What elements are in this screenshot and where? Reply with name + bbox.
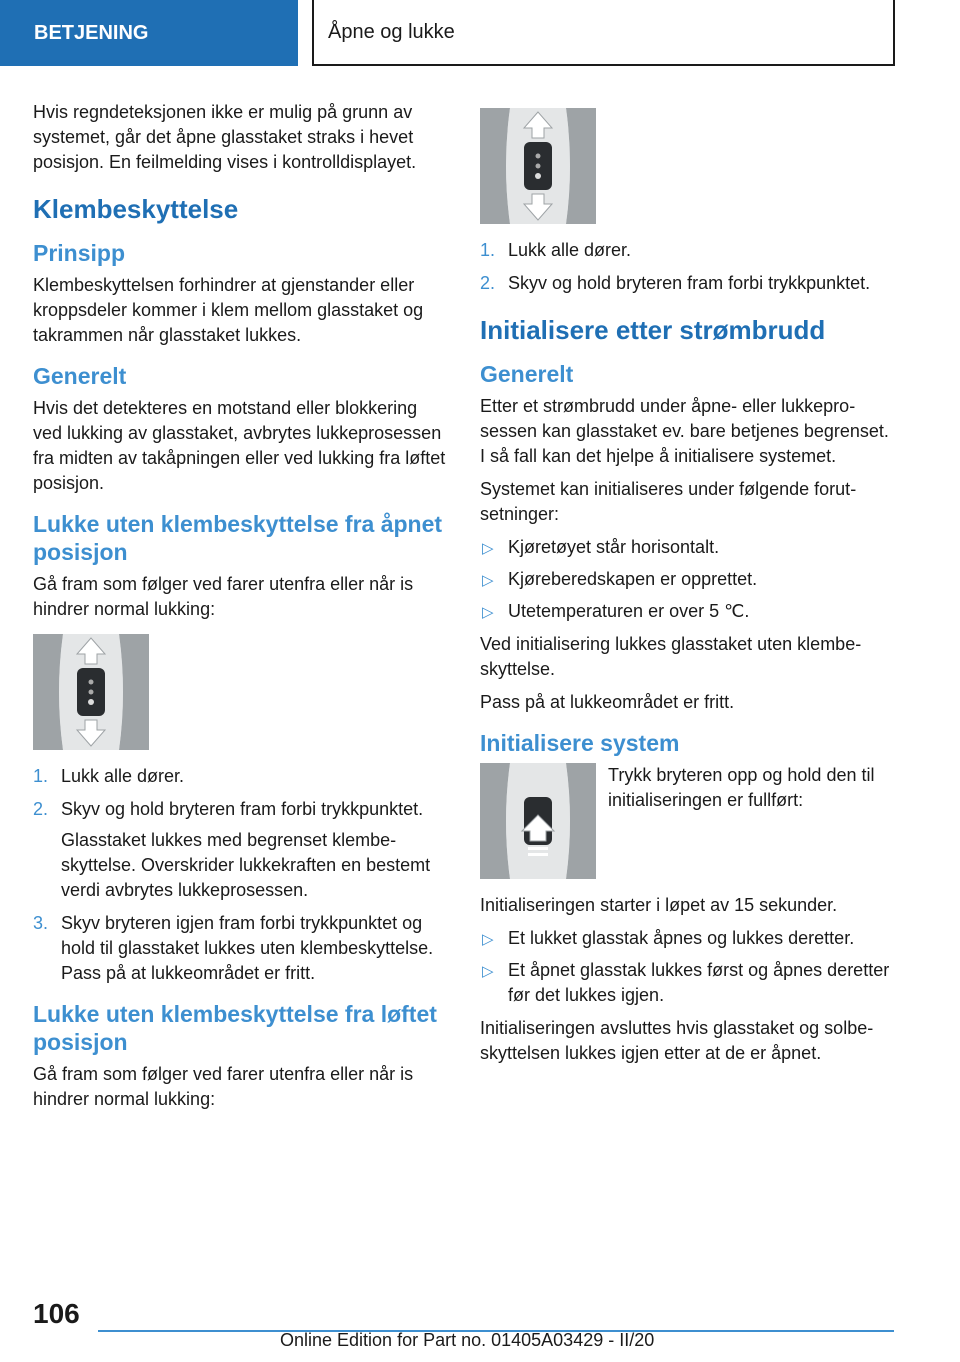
lifted-steps xyxy=(480,238,898,296)
switch-push-forward-illustration-2 xyxy=(480,108,596,224)
heading-lifted-position: Lukke uten klembeskyttelse fra løftet posisjon xyxy=(33,1001,437,1055)
list-item: ▷ Utetemperaturen er over 5 ℃. xyxy=(480,599,898,624)
step-item: 2. Skyv og hold bryteren fram forbi trykkpunktet. Glasstaket lukkes med begrenset klembeskyttelse. Overskrider lukkekraften en bestemt verdi avbrytes lukkeprosessen. xyxy=(33,799,431,900)
triangle-right-icon: ▷ xyxy=(482,963,494,980)
init-start-paragraph: Initialiseringen starter i løpet av 15 sekunder. xyxy=(480,895,838,915)
free-area-paragraph: Pass på at lukkeområdet er fritt. xyxy=(480,692,735,712)
step-item: 3. Skyv bryteren igjen fram forbi trykkpunktet og hold til glasstaket lukkes uten klembeskyttelse. Pass på at lukkeområdet er fritt. xyxy=(33,913,434,983)
heading-open-position: Lukke uten klembeskyttelse fra åpnet posisjon xyxy=(33,511,443,565)
open-steps xyxy=(33,764,451,986)
page-title: Åpne og lukke xyxy=(312,0,895,66)
heading-initialize-system: Initialisere system xyxy=(480,730,680,756)
conditions-intro: Systemet kan initialiseres under følgende forutsetninger: xyxy=(480,479,857,524)
open-paragraph: Gå fram som følger ved farer utenfra eller når is hindrer normal lukking: xyxy=(33,574,414,619)
prinsipp-paragraph: Klembeskyttelsen forhindrer at gjenstander eller kroppsdeler kommer i klem mellom glasstaket og takrammen når glasstaket lukkes. xyxy=(33,275,424,345)
heading-generelt: Generelt xyxy=(33,363,127,389)
generelt-paragraph: Hvis det detekteres en motstand eller blokkering ved lukking av glasstaket, avbrytes lukkeprosessen fra midten av takåpningen eller ved lukking fra løftet posisjon. xyxy=(33,398,446,493)
step-item: 2. Skyv og hold bryteren fram forbi trykkpunktet. xyxy=(480,273,871,293)
list-item: ▷ Et åpnet glasstak lukkes først og åpnes deretter før det lukkes igjen. xyxy=(482,960,890,1005)
switch-push-forward-illustration xyxy=(33,634,149,750)
step-item: 1. Lukk alle dører. xyxy=(480,240,632,260)
edition-text: Online Edition for Part no. 01405A03429 - II/20 xyxy=(280,1330,655,1350)
switch-push-up-illustration xyxy=(480,763,596,879)
heading-initialize-after-power-loss: Initialisere etter strømbrudd xyxy=(480,315,826,345)
heading-klembeskyttelse: Klembeskyttelse xyxy=(33,194,239,224)
conditions-list xyxy=(480,535,898,624)
triangle-right-icon: ▷ xyxy=(482,572,494,589)
heading-generelt-right: Generelt xyxy=(480,361,574,387)
initialize-block xyxy=(480,763,898,893)
list-item: ▷ Kjøreberedskapen er opprettet. xyxy=(480,567,898,592)
heading-prinsipp: Prinsipp xyxy=(33,240,126,266)
power-loss-paragraph: Etter et strømbrudd under åpne- eller lukkeprosessen kan glasstaket ev. bare betjenes begrenset. I så fall kan det hjelpe å initialisere systemet. xyxy=(480,396,889,466)
step-item: 1. Lukk alle dører. xyxy=(33,766,185,786)
lifted-paragraph: Gå fram som følger ved farer utenfra eller når is hindrer normal lukking: xyxy=(33,1064,414,1109)
init-end-paragraph: Initialiseringen avsluttes hvis glasstaket og solbeskyttelsen lukkes igjen etter at de er åpnet. xyxy=(480,1018,874,1063)
list-item: ▷ Et lukket glasstak åpnes og lukkes deretter. xyxy=(480,926,898,951)
intro-paragraph: Hvis regndeteksjonen ikke er mulig på grunn av systemet, går det åpne glasstaket straks i hevet posisjon. En feilmelding vises i kontrolldisplayet. xyxy=(33,102,417,172)
initialize-instruction: Trykk bryteren opp og hold den til initialiseringen er fullført: xyxy=(608,765,875,810)
left-column xyxy=(33,100,451,1120)
triangle-right-icon: ▷ xyxy=(482,540,494,557)
page-number: 106 xyxy=(33,1298,80,1329)
list-item: ▷ Kjøretøyet står horisontalt. xyxy=(480,535,898,560)
init-sequence-list xyxy=(480,926,898,1008)
triangle-right-icon: ▷ xyxy=(482,931,494,948)
triangle-right-icon: ▷ xyxy=(482,604,494,621)
right-column xyxy=(480,108,898,1074)
section-tab: BETJENING xyxy=(0,0,298,66)
init-paragraph: Ved initialisering lukkes glasstaket uten klembeskyttelse. xyxy=(480,634,862,679)
